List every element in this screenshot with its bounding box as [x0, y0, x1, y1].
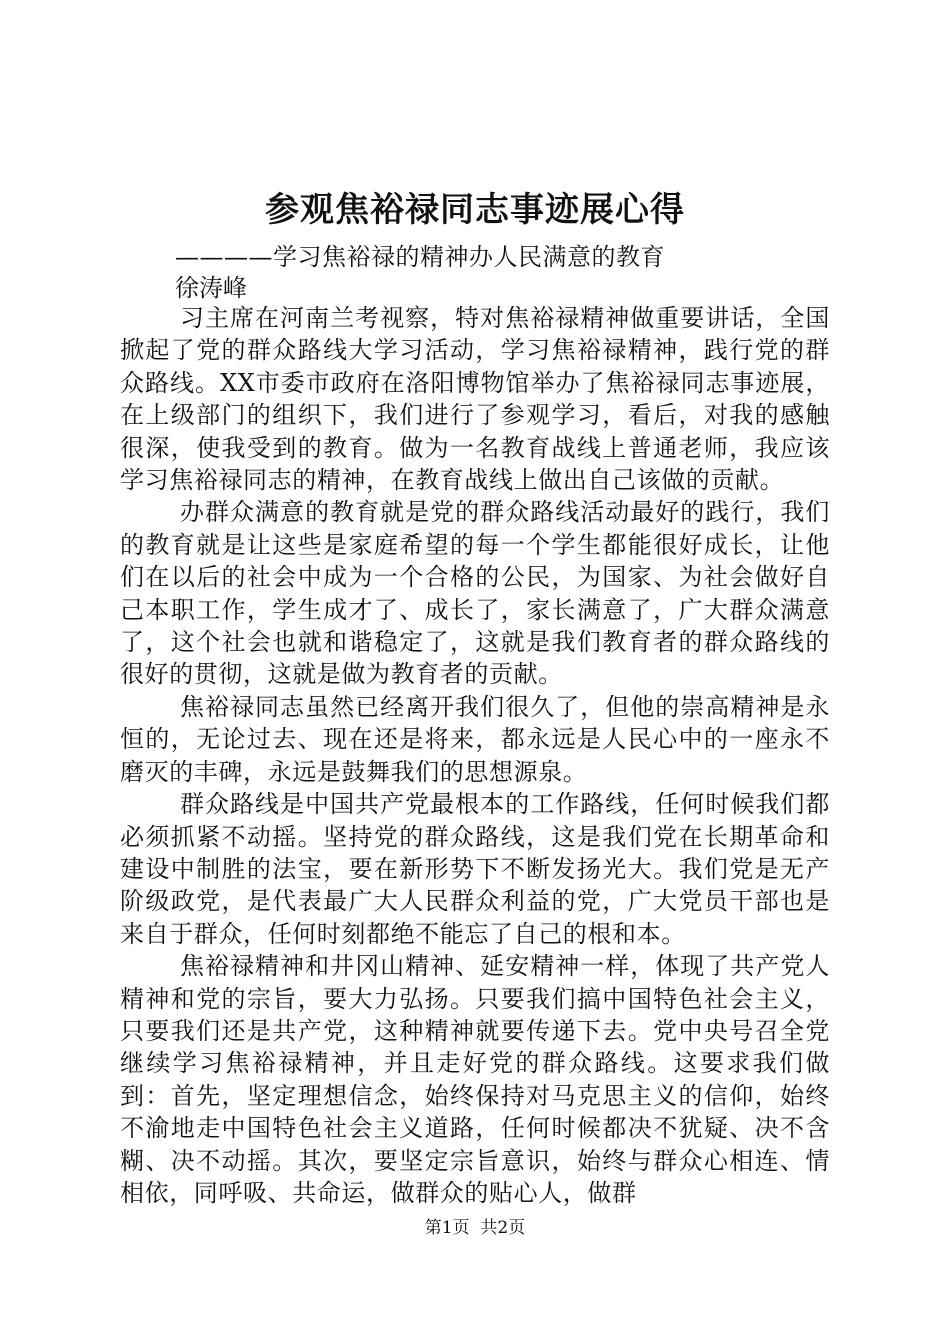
page-number-footer: 第1页 共2页	[424, 1218, 526, 1238]
document-title: 参观焦裕禄同志事迹展心得	[265, 190, 685, 230]
document-author: 徐涛峰	[175, 274, 247, 302]
paragraph-1: 习主席在河南兰考视察，特对焦裕禄精神做重要讲话，全国掀起了党的群众路线大学习活动，学习焦裕禄精神，践行党的群众路线。XX市委市政府在洛阳博物馆举办了焦裕禄同志事迹展，在上级部门的组织下，我们进行了参观学习，看后，对我的感触很深，使我受到的教育。做为一名教育战线上普通老师，我应该学习焦裕禄同志的精神，在教育战线上做出自己该做的贡献。	[120, 304, 830, 495]
paragraph-5: 焦裕禄精神和井冈山精神、延安精神一样，体现了共产党人精神和党的宗旨，要大力弘扬。只要我们搞中国特色社会主义，只要我们还是共产党，这种精神就要传递下去。党中央号召全党继续学习焦裕禄精神，并且走好党的群众路线。这要求我们做到：首先，坚定理想信念，始终保持对马克思主义的信仰，始终不渝地走中国特色社会主义道路，任何时候都决不犹疑、决不含糊、决不动摇。其次，要坚定宗旨意识，始终与群众心相连、情相依，同呼吸、共命运，做群众的贴心人，做群	[120, 952, 830, 1207]
paragraph-3: 焦裕禄同志虽然已经离开我们很久了，但他的崇高精神是永恒的，无论过去、现在还是将来，都永远是人民心中的一座永不磨灭的丰碑，永远是鼓舞我们的思想源泉。	[120, 692, 830, 786]
document-subtitle: ————学习焦裕禄的精神办人民满意的教育	[175, 243, 665, 271]
paragraph-2: 办群众满意的教育就是党的群众路线活动最好的践行，我们的教育就是让这些是家庭希望的每一个学生都能很好成长，让他们在以后的社会中成为一个合格的公民，为国家、为社会做好自己本职工作，学生成才了、成长了，家长满意了，广大群众满意了，这个社会也就和谐稳定了，这就是我们教育者的群众路线的很好的贯彻，这就是做为教育者的贡献。	[120, 498, 830, 689]
document-body	[120, 302, 830, 1209]
paragraph-4: 群众路线是中国共产党最根本的工作路线，任何时候我们都必须抓紧不动摇。坚持党的群众路线，这是我们党在长期革命和建设中制胜的法宝，要在新形势下不断发扬光大。我们党是无产阶级政党，是代表最广大人民群众利益的党，广大党员干部也是来自于群众，任何时刻都绝不能忘了自己的根和本。	[120, 790, 830, 948]
